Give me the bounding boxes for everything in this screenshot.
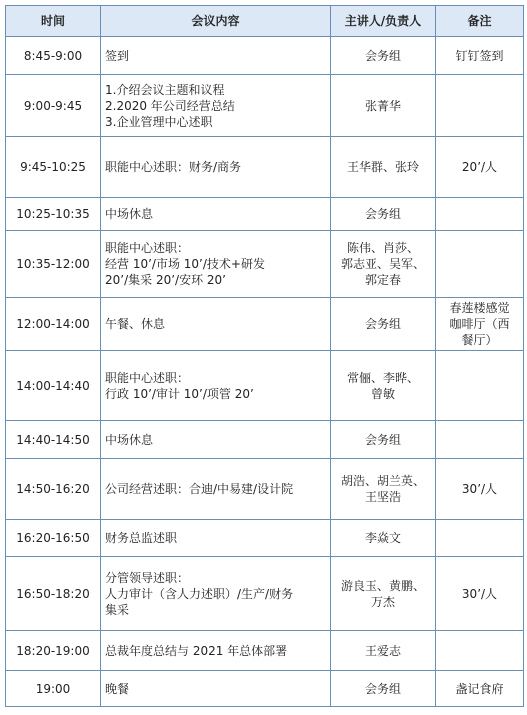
- time-cell: 19:00: [6, 671, 101, 707]
- table-row: [6, 520, 524, 557]
- time-cell: 10:25-10:35: [6, 198, 101, 231]
- table-row: [6, 421, 524, 459]
- content-cell: 财务总监述职: [101, 520, 331, 557]
- table-row: [6, 351, 524, 421]
- time-cell: 12:00-14:00: [6, 298, 101, 351]
- header-row: [6, 6, 524, 37]
- table-row: [6, 557, 524, 631]
- owner-cell: 会务组: [331, 671, 436, 707]
- owner-cell: 会务组: [331, 421, 436, 459]
- owner-cell: 陈伟、肖莎、 郭志亚、吴军、 郭定春: [331, 231, 436, 298]
- header-owner: 主讲人/负责人: [331, 6, 436, 37]
- owner-cell: 会务组: [331, 298, 436, 351]
- content-cell: 总裁年度总结与 2021 年总体部署: [101, 631, 331, 671]
- table-row: [6, 631, 524, 671]
- note-cell: 盏记食府: [436, 671, 524, 707]
- time-cell: 9:00-9:45: [6, 75, 101, 137]
- note-cell: 钉钉签到: [436, 37, 524, 75]
- owner-cell: 张菁华: [331, 75, 436, 137]
- time-cell: 16:50-18:20: [6, 557, 101, 631]
- table-row: [6, 198, 524, 231]
- time-cell: 9:45-10:25: [6, 137, 101, 198]
- time-cell: 8:45-9:00: [6, 37, 101, 75]
- content-cell: 中场休息: [101, 421, 331, 459]
- header-time: 时间: [6, 6, 101, 37]
- table-row: [6, 231, 524, 298]
- content-cell: 公司经营述职：合迪/中易建/设计院: [101, 459, 331, 520]
- note-cell: [436, 231, 524, 298]
- content-cell: 职能中心述职： 行政 10’/审计 10’/项管 20’: [101, 351, 331, 421]
- agenda-header: [6, 6, 524, 37]
- time-cell: 14:40-14:50: [6, 421, 101, 459]
- content-cell: 中场休息: [101, 198, 331, 231]
- table-row: [6, 298, 524, 351]
- header-content: 会议内容: [101, 6, 331, 37]
- content-cell: 分管领导述职： 人力审计（含人力述职）/生产/财务 集采: [101, 557, 331, 631]
- owner-cell: 游良玉、黄鹏、 万杰: [331, 557, 436, 631]
- note-cell: [436, 631, 524, 671]
- agenda-body: [6, 37, 524, 707]
- owner-cell: 胡浩、胡兰英、 王坚浩: [331, 459, 436, 520]
- note-cell: [436, 351, 524, 421]
- table-row: [6, 37, 524, 75]
- owner-cell: 王华群、张玲: [331, 137, 436, 198]
- note-cell: [436, 198, 524, 231]
- table-row: [6, 137, 524, 198]
- time-cell: 16:20-16:50: [6, 520, 101, 557]
- header-note: 备注: [436, 6, 524, 37]
- note-cell: 30’/人: [436, 459, 524, 520]
- note-cell: [436, 75, 524, 137]
- note-cell: 30’/人: [436, 557, 524, 631]
- owner-cell: 常俪、李晔、 曾敏: [331, 351, 436, 421]
- content-cell: 职能中心述职：财务/商务: [101, 137, 331, 198]
- table-row: [6, 459, 524, 520]
- table-row: [6, 75, 524, 137]
- content-cell: 午餐、休息: [101, 298, 331, 351]
- content-cell: 签到: [101, 37, 331, 75]
- owner-cell: 会务组: [331, 198, 436, 231]
- content-cell: 晚餐: [101, 671, 331, 707]
- time-cell: 14:00-14:40: [6, 351, 101, 421]
- note-cell: 20’/人: [436, 137, 524, 198]
- time-cell: 14:50-16:20: [6, 459, 101, 520]
- note-cell: [436, 520, 524, 557]
- agenda-table: [5, 5, 524, 707]
- owner-cell: 李焱文: [331, 520, 436, 557]
- note-cell: [436, 421, 524, 459]
- owner-cell: 会务组: [331, 37, 436, 75]
- time-cell: 18:20-19:00: [6, 631, 101, 671]
- note-cell: 春莲楼感觉 咖啡厅（西 餐厅）: [436, 298, 524, 351]
- content-cell: 1.介绍会议主题和议程 2.2020 年公司经营总结 3.企业管理中心述职: [101, 75, 331, 137]
- owner-cell: 王爱志: [331, 631, 436, 671]
- time-cell: 10:35-12:00: [6, 231, 101, 298]
- content-cell: 职能中心述职： 经营 10’/市场 10’/技术+研发 20’/集采 20’/安环 20’: [101, 231, 331, 298]
- table-row: [6, 671, 524, 707]
